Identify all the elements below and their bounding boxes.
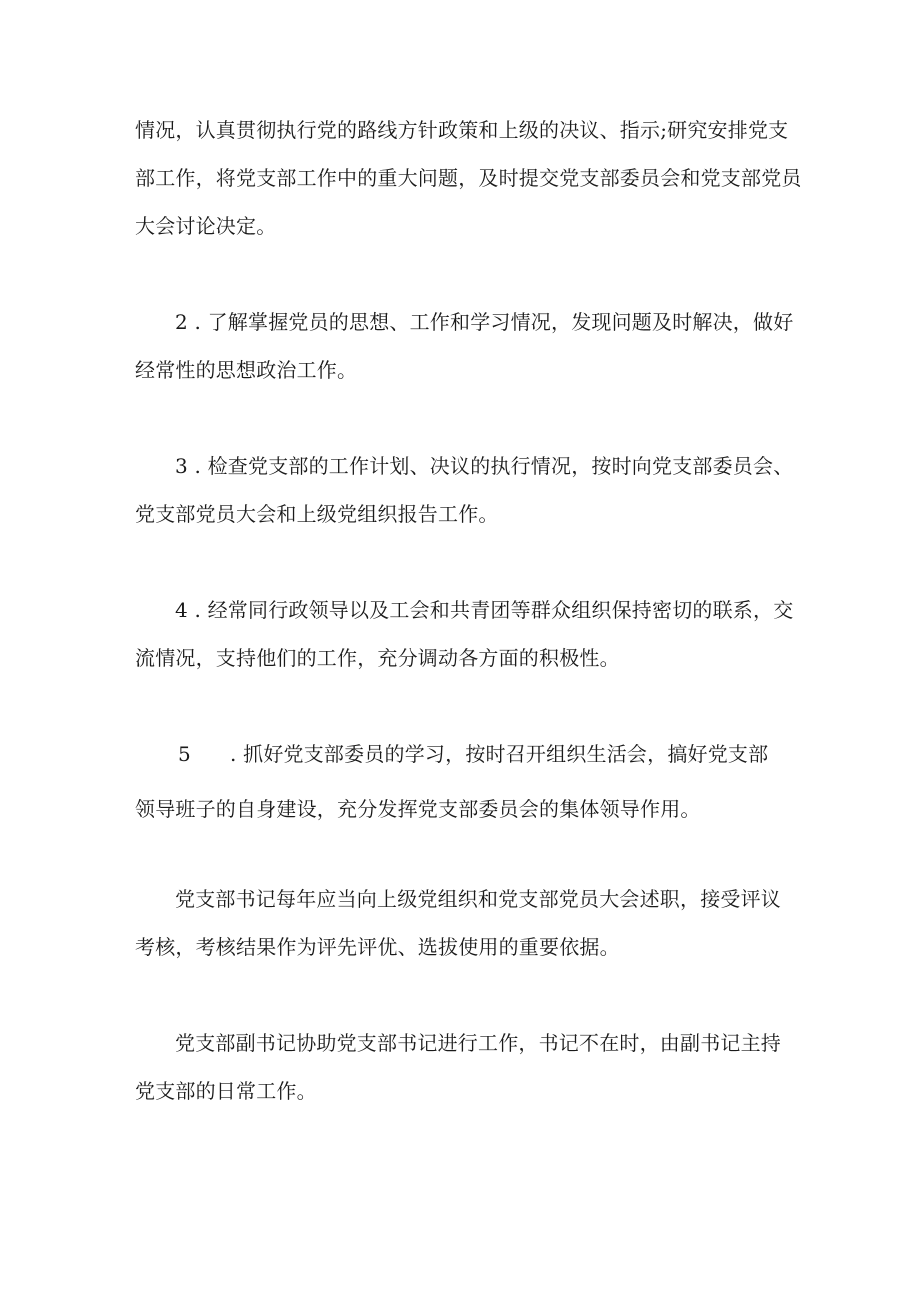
paragraph-7-line-2: 党支部的日常工作。 (135, 1079, 317, 1103)
paragraph-5-number: 5 (178, 742, 191, 766)
paragraph-3-line-2: 党支部党员大会和上级党组织报告工作。 (135, 502, 499, 526)
paragraph-2-line-1: 2 . 了解掌握党员的思想、工作和学习情况，发现问题及时解决，做好 (175, 310, 794, 334)
paragraph-1-line-1: 情况，认真贯彻执行党的路线方针政策和上级的决议、指示;研究安排党支 (135, 118, 789, 142)
paragraph-4-line-2: 流情况，支持他们的工作，充分调动各方面的积极性。 (135, 646, 620, 670)
paragraph-1-line-3: 大会讨论决定。 (135, 214, 277, 238)
paragraph-5-line-2: 领导班子的自身建设，充分发挥党支部委员会的集体领导作用。 (135, 797, 701, 821)
paragraph-5-line-1: . 抓好党支部委员的学习，按时召开组织生活会，搞好党支部 (230, 742, 769, 766)
paragraph-7-line-1: 党支部副书记协助党支部书记进行工作，书记不在时，由副书记主持 (175, 1031, 781, 1055)
paragraph-4-line-1: 4 . 经常同行政领导以及工会和共青团等群众组织保持密切的联系，交 (175, 598, 794, 622)
paragraph-6-line-1: 党支部书记每年应当向上级党组织和党支部党员大会述职，接受评议 (175, 887, 781, 911)
paragraph-6-line-2: 考核，考核结果作为评先评优、选拔使用的重要依据。 (135, 935, 620, 959)
paragraph-3-line-1: 3 . 检查党支部的工作计划、决议的执行情况，按时向党支部委员会、 (175, 454, 794, 478)
paragraph-1-line-2: 部工作，将党支部工作中的重大问题，及时提交党支部委员会和党支部党员 (135, 166, 802, 190)
paragraph-2-line-2: 经常性的思想政治工作。 (135, 358, 358, 382)
